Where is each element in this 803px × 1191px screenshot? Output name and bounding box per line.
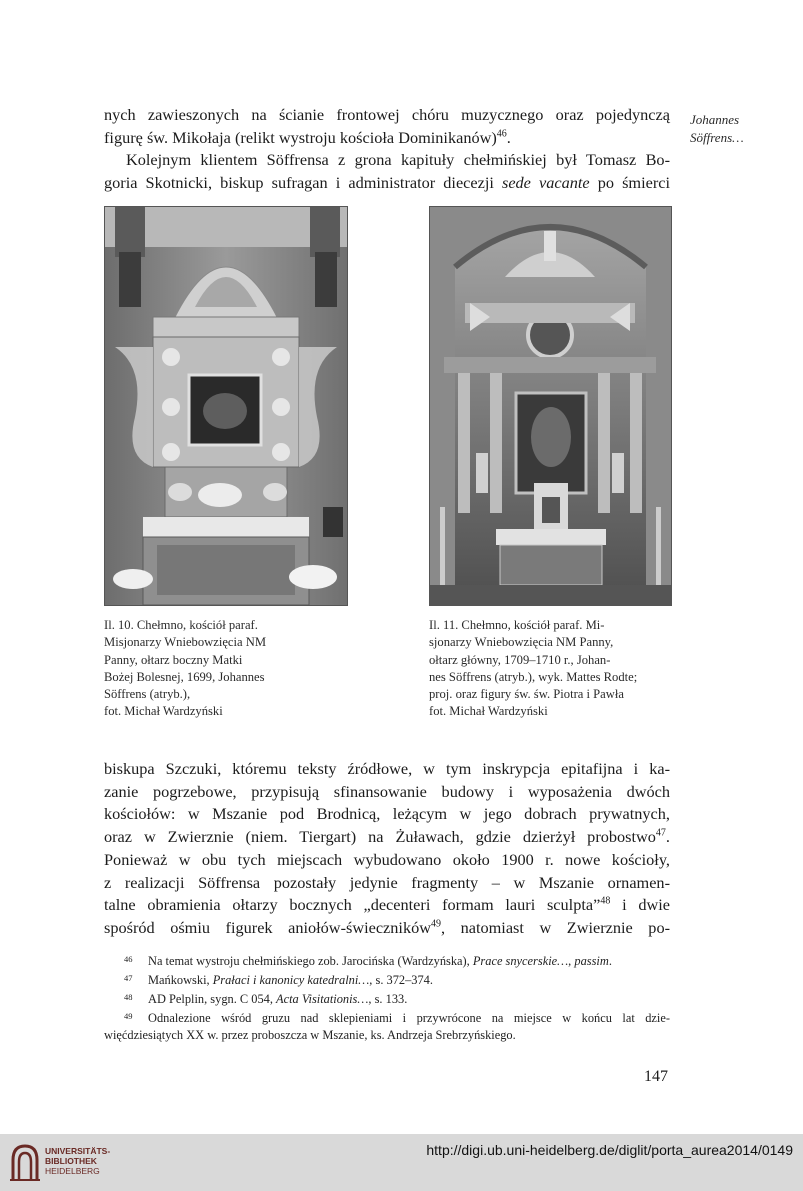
body-line-1: biskupa Szczuki, któremu teksty źródłowe, w tym inskrypcja epitafijna i ka- <box>104 759 670 778</box>
footnote-47-text: Mańkowski, <box>148 973 213 987</box>
footnote-47-end: , s. 372–374. <box>369 973 433 987</box>
top-line-4-italic: sede vacante <box>501 173 590 193</box>
side-altar-image <box>105 207 347 605</box>
body-line-6: z realizacji Söffrensa pozostały jedynie fragmenty – w Mszanie ornamen- <box>104 872 670 892</box>
running-head-line-1: Johannes <box>690 112 740 127</box>
footnote-48-text: AD Pelplin, sygn. C 054, <box>148 992 277 1006</box>
top-line-2-text: figurę św. Mikołaja (relikt wystroju kościoła Dominikanów) <box>104 127 497 147</box>
running-head <box>690 111 744 147</box>
body-line-2: zanie pogrzebowe, przypisują sfinansowanie budowy i wyposażenia dwóch <box>104 781 670 801</box>
body-line-8 <box>104 917 670 940</box>
footnote-49-line-2: więćdziesiątych XX w. przez proboszcza w Mszanie, ks. Andrzeja Srebrzyńskiego. <box>104 1028 516 1042</box>
top-line-3: Kolejnym klientem Söffrensa z grona kapituły chełmińskiej był Tomasz Bo- <box>126 150 670 170</box>
footnote-49 <box>104 1010 670 1044</box>
footnote-46-end: . <box>608 954 612 968</box>
footnote-47-title: Prałaci i kanonicy katedralni… <box>212 973 370 987</box>
footnote-49-number: 49 <box>124 1011 133 1021</box>
logo-line-2: BIBLIOTHEK <box>45 1156 97 1166</box>
body-line-7-text: talne obramienia ołtarzy bocznych „decenteri formam lauri sculpta” <box>104 895 601 915</box>
figure-10-caption <box>104 617 266 721</box>
body-line-8-end: , natomiast w Zwierznie po- <box>441 917 671 937</box>
top-line-2-end: . <box>506 127 511 147</box>
caption-11-line-4: nes Söffrens (atryb.), wyk. Mattes Rodte; <box>429 669 638 684</box>
footnote-49-text-1: Odnalezione wśród gruzu nad sklepieniami i przywrócone na miejsce w końcu lat dzie- <box>148 1011 670 1025</box>
caption-10-line-1: Il. 10. Chełmno, kościół paraf. <box>104 618 258 632</box>
body-line-4-text: oraz w Zwierznie (niem. Tiergart) na Żuławach, gdzie dzierżył probostwo <box>104 827 656 847</box>
body-line-7-end: i dwie <box>610 895 671 915</box>
caption-11-line-3: ołtarz główny, 1709–1710 r., Johan- <box>429 652 611 667</box>
footnote-46-number: 46 <box>124 954 133 964</box>
page-number: 147 <box>644 1068 668 1085</box>
caption-10-line-6: fot. Michał Wardzyński <box>104 704 223 719</box>
caption-11-line-2: sjonarzy Wniebowzięcia NM Panny, <box>429 635 614 650</box>
footnote-ref-48[interactable]: 48 <box>600 895 611 907</box>
top-line-4-end: po śmierci <box>589 173 671 193</box>
footer-bar <box>0 1134 803 1191</box>
footnote-48-number: 48 <box>124 992 133 1002</box>
caption-10-line-4: Bożej Bolesnej, 1699, Johannes <box>104 669 265 684</box>
body-paragraph <box>104 758 670 940</box>
footnote-ref-46[interactable]: 46 <box>496 128 507 140</box>
top-line-2 <box>104 127 670 150</box>
caption-11-line-5: proj. oraz figury św. św. Piotra i Pawła <box>429 687 624 702</box>
caption-11-line-6: fot. Michał Wardzyński <box>429 704 548 719</box>
footnote-ref-49[interactable]: 49 <box>431 918 441 930</box>
footnote-46 <box>104 953 670 970</box>
logo-line-1: UNIVERSITÄTS- <box>45 1146 111 1156</box>
main-altar-image <box>430 207 671 605</box>
top-line-1: nych zawieszonych na ścianie frontowej chóru muzycznego oraz pojedynczą <box>104 105 670 124</box>
top-paragraph <box>104 104 670 195</box>
logo-line-3: HEIDELBERG <box>45 1166 100 1176</box>
running-head-line-2: Söffrens… <box>690 130 744 145</box>
library-logo-text <box>45 1146 110 1176</box>
footnote-47 <box>104 972 670 989</box>
body-line-3: kościołów: w Mszanie pod Brodnicą, leżącym w jego dobrach prywatnych, <box>104 804 670 824</box>
caption-10-line-5: Söffrens (atryb.), <box>104 687 191 702</box>
body-line-5: Ponieważ w obu tych miejscach wybudowano około 1900 r. nowe kościoły, <box>104 849 670 869</box>
body-line-4 <box>104 826 670 849</box>
body-line-8-text: spośród ośmiu figurek aniołów-świeczników <box>104 917 431 937</box>
body-line-7 <box>104 894 670 917</box>
permalink-url[interactable]: http://digi.ub.uni-heidelberg.de/diglit/porta_aurea2014/0149 <box>426 1142 793 1158</box>
caption-10-line-3: Panny, ołtarz boczny Matki <box>104 652 243 667</box>
footnote-46-title: Prace snycerskie… <box>472 954 569 968</box>
caption-10-line-2: Misjonarzy Wniebowzięcia NM <box>104 635 267 650</box>
footnote-48 <box>104 991 670 1008</box>
footnote-ref-47[interactable]: 47 <box>655 827 666 839</box>
body-line-4-end: . <box>665 827 670 847</box>
footnote-46-passim: passim <box>574 954 609 968</box>
top-line-4-text: goria Skotnicki, biskup sufragan i administrator diecezji <box>104 173 502 193</box>
figure-10-photo <box>104 206 348 606</box>
footnote-46-text: Na temat wystroju chełmińskiego zob. Jarocińska (Wardzyńska), <box>148 954 473 968</box>
footnote-47-number: 47 <box>124 973 133 983</box>
library-logo-icon <box>10 1142 40 1182</box>
footnote-48-end: , s. 133. <box>368 992 408 1006</box>
footnote-46-sep: , <box>568 954 575 968</box>
footnote-48-title: Acta Visitationis… <box>276 992 369 1006</box>
top-line-4 <box>104 172 670 195</box>
figure-11-photo <box>429 206 672 606</box>
figure-11-caption <box>429 617 637 721</box>
caption-11-line-1: Il. 11. Chełmno, kościół paraf. Mi- <box>429 618 605 632</box>
footnote-49-line-1 <box>104 1010 670 1027</box>
